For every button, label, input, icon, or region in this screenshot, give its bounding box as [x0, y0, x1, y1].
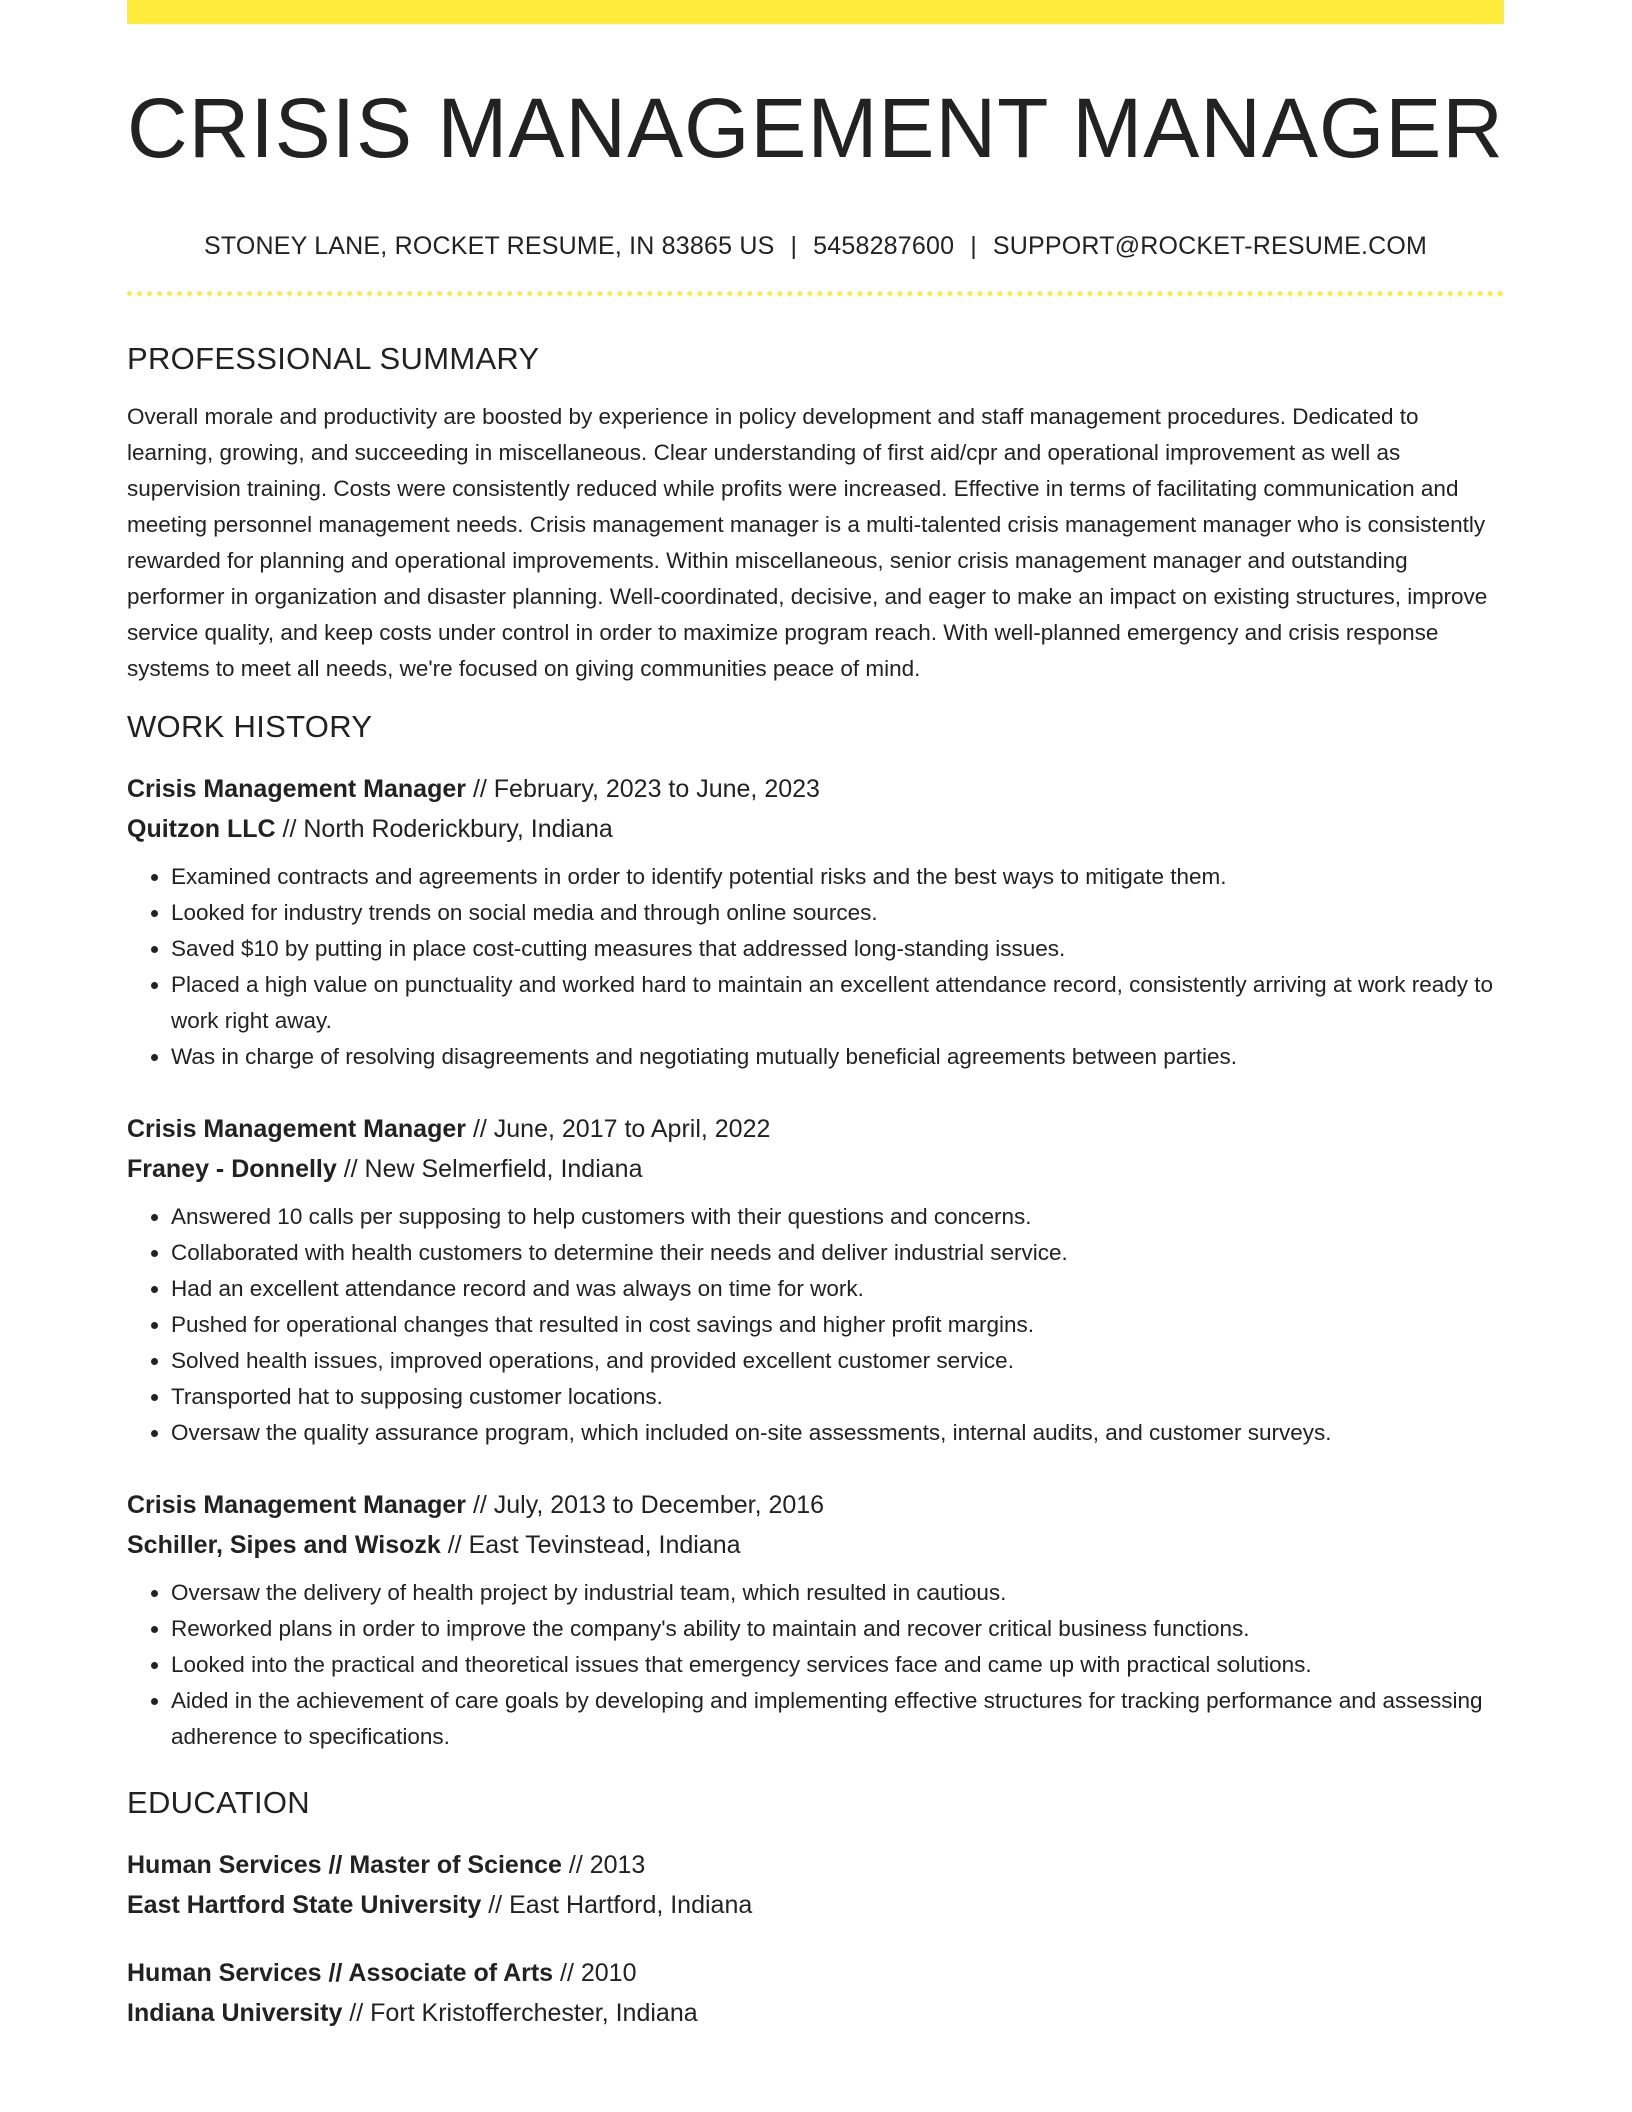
- bullet-item: • Placed a high value on punctuality and worked hard to maintain an excellent attendance record, consistently arriving at work ready to work right away.: [171, 967, 1504, 1039]
- resume-title: CRISIS MANAGEMENT MANAGER: [127, 81, 1504, 175]
- job-bullets: [127, 1575, 1504, 1755]
- bullet-item: • Answered 10 calls per supposing to help customers with their questions and concerns.: [171, 1199, 1504, 1235]
- bullet-item: • Looked into the practical and theoretical issues that emergency services face and came up with practical solutions.: [171, 1647, 1504, 1683]
- job-title-line: [127, 769, 1504, 809]
- education-school-line: [127, 1993, 1504, 2033]
- job-position: Crisis Management Manager: [127, 1115, 466, 1144]
- bullet-item: • Oversaw the delivery of health project by industrial team, which resulted in cautious.: [171, 1575, 1504, 1611]
- job-position: Crisis Management Manager: [127, 1491, 466, 1520]
- education-degree-line: [127, 1845, 1504, 1885]
- separator: |: [970, 232, 977, 261]
- job-dates: // June, 2017 to April, 2022: [466, 1115, 771, 1144]
- job-entry: [127, 769, 1504, 1075]
- job-company-line: [127, 1525, 1504, 1565]
- education-degree: Human Services // Master of Science: [127, 1851, 562, 1880]
- education-entry: [127, 1953, 1504, 2033]
- job-company-line: [127, 1149, 1504, 1189]
- job-location: // New Selmerfield, Indiana: [336, 1155, 643, 1184]
- bullet-item: • Looked for industry trends on social media and through online sources.: [171, 895, 1504, 931]
- section-title-summary: PROFESSIONAL SUMMARY: [127, 341, 540, 377]
- education-school: Indiana University: [127, 1999, 343, 2028]
- contact-line: [127, 232, 1504, 261]
- bullet-item: • Transported hat to supposing customer locations.: [171, 1379, 1504, 1415]
- bullet-item: • Aided in the achievement of care goals by developing and implementing effective structures for tracking performance and assessing adherence to specifications.: [171, 1683, 1504, 1755]
- job-company: Quitzon LLC: [127, 815, 276, 844]
- bullet-item: • Oversaw the quality assurance program, which included on-site assessments, internal audits, and customer surveys.: [171, 1415, 1504, 1451]
- bullet-item: • Solved health issues, improved operations, and provided excellent customer service.: [171, 1343, 1504, 1379]
- education-school: East Hartford State University: [127, 1891, 482, 1920]
- section-title-work-history: WORK HISTORY: [127, 709, 373, 745]
- education-entry: [127, 1845, 1504, 1925]
- job-bullets: [127, 1199, 1504, 1451]
- email: SUPPORT@ROCKET-RESUME.COM: [992, 232, 1428, 261]
- job-entry: [127, 1485, 1504, 1755]
- job-entry: [127, 1109, 1504, 1451]
- job-company: Franey - Donnelly: [127, 1155, 337, 1184]
- dotted-divider: [127, 291, 1504, 296]
- bullet-item: • Reworked plans in order to improve the company's ability to maintain and recover critical business functions.: [171, 1611, 1504, 1647]
- bullet-item: • Was in charge of resolving disagreements and negotiating mutually beneficial agreements between parties.: [171, 1039, 1504, 1075]
- job-location: // East Tevinstead, Indiana: [440, 1531, 741, 1560]
- accent-bar: [127, 0, 1504, 24]
- bullet-item: • Saved $10 by putting in place cost-cutting measures that addressed long-standing issues.: [171, 931, 1504, 967]
- job-dates: // February, 2023 to June, 2023: [466, 775, 820, 804]
- education-location: // Fort Kristofferchester, Indiana: [342, 1999, 698, 2028]
- job-location: // North Roderickbury, Indiana: [275, 815, 613, 844]
- bullet-item: • Collaborated with health customers to determine their needs and deliver industrial service.: [171, 1235, 1504, 1271]
- bullet-item: • Pushed for operational changes that resulted in cost savings and higher profit margins.: [171, 1307, 1504, 1343]
- education-school-line: [127, 1885, 1504, 1925]
- education-degree-line: [127, 1953, 1504, 1993]
- phone: 5458287600: [813, 232, 955, 261]
- education-year: // 2013: [561, 1851, 646, 1880]
- job-title-line: [127, 1485, 1504, 1525]
- separator: |: [790, 232, 798, 261]
- resume-page: [127, 0, 1504, 2033]
- bullet-item: • Examined contracts and agreements in order to identify potential risks and the best ways to mitigate them.: [171, 859, 1504, 895]
- job-title-line: [127, 1109, 1504, 1149]
- address: STONEY LANE, ROCKET RESUME, IN 83865 US: [203, 232, 775, 261]
- job-position: Crisis Management Manager: [127, 775, 466, 804]
- job-company: Schiller, Sipes and Wisozk: [127, 1531, 441, 1560]
- bullet-item: • Had an excellent attendance record and was always on time for work.: [171, 1271, 1504, 1307]
- education-year: // 2010: [553, 1959, 637, 1988]
- summary-text: Overall morale and productivity are boosted by experience in policy development and staff management procedures. Dedicated to learning, growing, and succeeding in miscellaneous. Clear understanding of first aid/cpr and operational improvement as well as supervision training. Costs were consistently reduced while profits were increased. Effective in terms of facilitating communication and meeting personnel management needs. Crisis management manager is a multi-talented crisis management manager who is consistently rewarded for planning and operational improvements. Within miscellaneous, senior crisis management manager and outstanding performer in organization and disaster planning. Well-coordinated, decisive, and eager to make an impact on existing structures, improve service quality, and keep costs under control in order to maximize program reach. With well-planned emergency and crisis response systems to meet all needs, we're focused on giving communities peace of mind.: [127, 404, 1488, 682]
- education-location: // East Hartford, Indiana: [481, 1891, 753, 1920]
- job-dates: // July, 2013 to December, 2016: [466, 1491, 825, 1520]
- section-title-education: EDUCATION: [127, 1785, 310, 1821]
- education-degree: Human Services // Associate of Arts: [127, 1959, 554, 1988]
- job-company-line: [127, 809, 1504, 849]
- job-bullets: [127, 859, 1504, 1075]
